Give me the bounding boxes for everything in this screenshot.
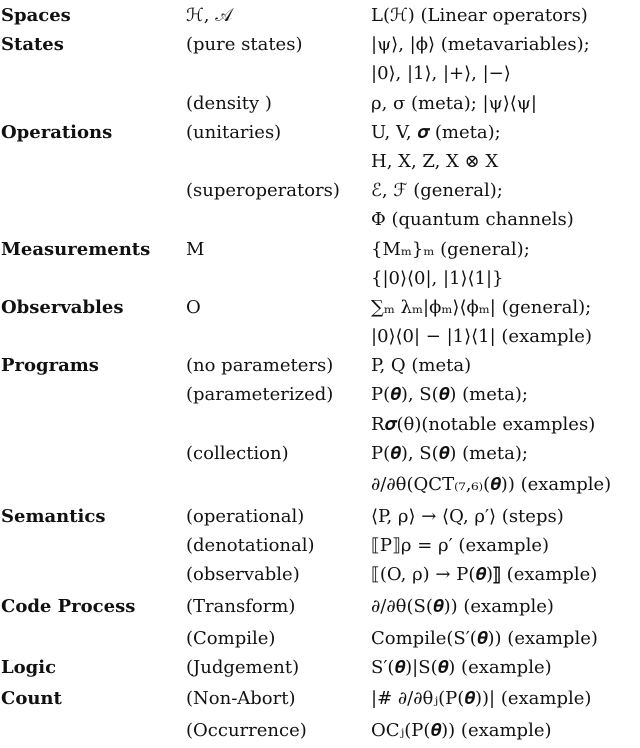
notation-description: Compile(S′(𝜽)) (example) (371, 627, 598, 649)
category-label: Code Process (1, 595, 136, 617)
table-row (0, 351, 640, 380)
subcategory-label: (Non-Abort) (186, 687, 296, 709)
table-row (0, 235, 640, 264)
subcategory-label (186, 410, 371, 439)
table-row (0, 322, 640, 351)
subcategory-label: (pure states) (186, 34, 303, 56)
table-row (0, 653, 640, 682)
table-row (0, 590, 640, 624)
table-row (0, 439, 640, 468)
notation-description: |0⟩, |1⟩, |+⟩, |−⟩ (371, 63, 511, 85)
notation-description: {|0⟩⟨0|, |1⟩⟨1|} (371, 267, 504, 289)
subcategory-label: (superoperators) (186, 180, 340, 202)
category-label (0, 380, 186, 409)
notation-description: ℰ, ℱ (general); (371, 180, 503, 202)
category-label: Semantics (1, 506, 106, 527)
category-label (0, 410, 186, 439)
table-row (0, 410, 640, 439)
subcategory-label: ℋ, 𝒜 (186, 5, 233, 26)
category-label (0, 560, 186, 589)
subcategory-label (186, 468, 371, 502)
notation-description: U, V, 𝝈 (meta); (371, 121, 501, 143)
notation-description: ∂/∂θ(S(𝜽)) (example) (371, 595, 554, 617)
notation-description: ⟨P, ρ⟩ → ⟨Q, ρ′⟩ (steps) (371, 506, 564, 527)
category-label: Logic (1, 656, 57, 678)
notation-description: OCⱼ(P(𝜽)) (example) (371, 719, 552, 741)
table-row (0, 59, 640, 88)
category-label (0, 89, 186, 118)
notation-description: |ψ⟩, |ϕ⟩ (metavariables); (371, 34, 590, 56)
table-row (0, 30, 640, 59)
category-label (0, 322, 186, 351)
subcategory-label (186, 322, 371, 351)
notation-description: Φ (quantum channels) (371, 209, 574, 231)
category-label (0, 468, 186, 502)
notation-description: ρ, σ (meta); |ψ⟩⟨ψ| (371, 92, 537, 114)
category-label (0, 59, 186, 88)
notation-description: ⟦(O, ρ) → P(𝜽)⟧ (example) (371, 564, 598, 586)
category-label (0, 147, 186, 176)
subcategory-label: (parameterized) (186, 384, 334, 406)
subcategory-label: O (186, 296, 201, 318)
notation-description: |# ∂/∂θⱼ(P(𝜽))| (example) (371, 687, 592, 709)
table-row (0, 502, 640, 531)
category-label (0, 439, 186, 468)
subcategory-label: (collection) (186, 442, 289, 464)
table-row (0, 716, 640, 745)
category-label: Measurements (1, 238, 151, 260)
category-label: Observables (1, 296, 124, 318)
subcategory-label: (operational) (186, 506, 305, 527)
category-label (0, 531, 186, 560)
notation-description: P(𝜽), S(𝜽) (meta); (371, 384, 528, 406)
subcategory-label (186, 205, 371, 234)
subcategory-label: M (186, 238, 205, 260)
table-row (0, 468, 640, 502)
category-label (0, 624, 186, 653)
notation-description: H, X, Z, X ⊗ X (371, 150, 499, 172)
category-label: States (1, 34, 64, 56)
category-label (0, 205, 186, 234)
notation-description: P, Q (meta) (371, 355, 472, 377)
table-row (0, 264, 640, 293)
category-label: Spaces (1, 5, 71, 26)
subcategory-label: (Compile) (186, 627, 276, 649)
subcategory-label: (denotational) (186, 535, 315, 557)
subcategory-label: (density ) (186, 92, 272, 114)
subcategory-label: (Judgement) (186, 656, 300, 678)
subcategory-label (186, 59, 371, 88)
table-row (0, 1, 640, 30)
notation-description: P(𝜽), S(𝜽) (meta); (371, 442, 528, 464)
table-row (0, 293, 640, 322)
table-row (0, 89, 640, 118)
table-row (0, 205, 640, 234)
subcategory-label: (observable) (186, 564, 300, 586)
table-row (0, 624, 640, 653)
category-label (0, 264, 186, 293)
notation-description: ∑ₘ λₘ|ϕₘ⟩⟨ϕₘ| (general); (371, 296, 592, 318)
table-row (0, 380, 640, 409)
notation-description: L(ℋ) (Linear operators) (371, 5, 588, 26)
notation-description: R𝝈(θ)(notable examples) (371, 413, 596, 435)
subcategory-label: (Transform) (186, 595, 296, 617)
notation-description: ⟦P⟧ρ = ρ′ (example) (371, 535, 550, 557)
notation-description: |0⟩⟨0| − |1⟩⟨1| (example) (371, 326, 592, 348)
notation-description: ∂/∂θ(QCT₍₇,₆₎(𝜽)) (example) (371, 474, 612, 495)
table-row (0, 682, 640, 716)
table-row (0, 118, 640, 147)
category-label: Programs (1, 355, 99, 377)
table-row (0, 560, 640, 589)
subcategory-label (186, 264, 371, 293)
category-label (0, 716, 186, 745)
category-label: Operations (1, 121, 113, 143)
subcategory-label: (Occurrence) (186, 719, 307, 741)
table-row (0, 531, 640, 560)
notation-description: {Mₘ}ₘ (general); (371, 238, 530, 260)
notation-description: S′(𝜽)|S(𝜽) (example) (371, 656, 552, 678)
subcategory-label (186, 147, 371, 176)
category-label (0, 176, 186, 205)
subcategory-label: (unitaries) (186, 121, 282, 143)
category-label: Count (1, 687, 62, 709)
table-row (0, 147, 640, 176)
table-row (0, 176, 640, 205)
subcategory-label: (no parameters) (186, 355, 334, 377)
